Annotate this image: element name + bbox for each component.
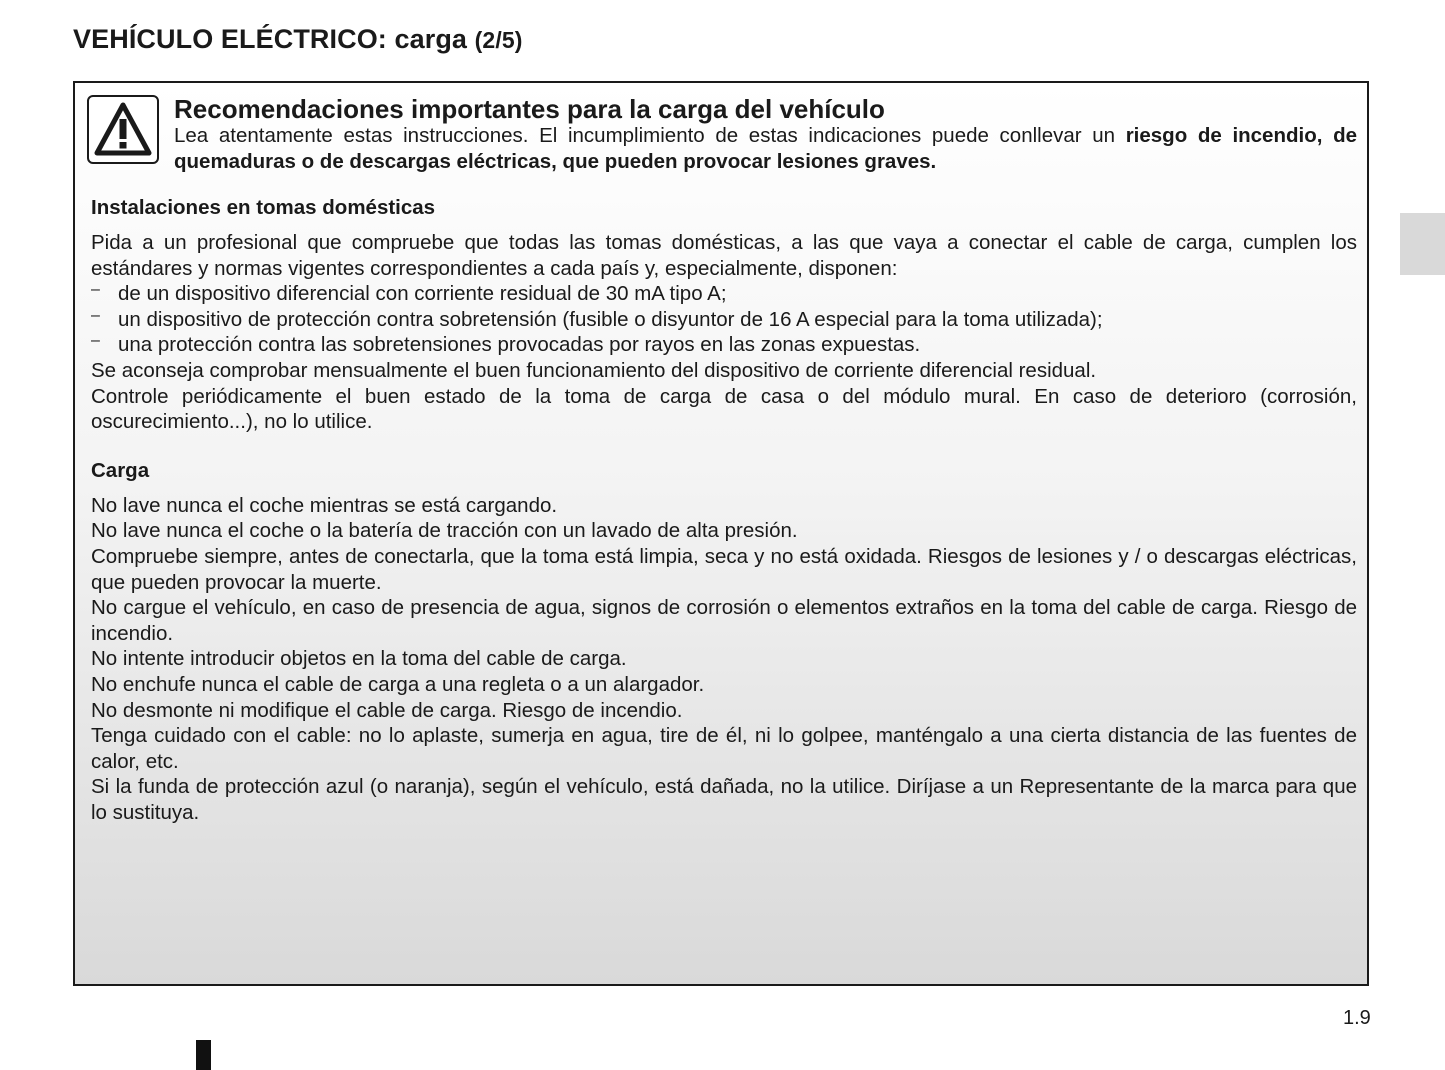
warning-intro: [174, 123, 1357, 175]
print-corner-mark: [196, 1040, 211, 1070]
charging-line: No intente introducir objetos en la toma del cable de carga.: [91, 647, 627, 671]
charging-line: No desmonte ni modifique el cable de carga. Riesgo de incendio.: [91, 698, 683, 722]
page-number: 1.9: [1343, 1007, 1371, 1029]
list-item: [91, 281, 1357, 307]
warning-heading: Recomendaciones importantes para la carga del vehículo: [174, 94, 885, 124]
list-dash: –: [91, 306, 100, 324]
list-item-text: de un dispositivo diferencial con corriente residual de 30 mA tipo A;: [118, 282, 727, 306]
list-item-text: una protección contra las sobretensiones provocadas por rayos en las zonas expuestas.: [118, 333, 921, 357]
warning-triangle-icon: [87, 95, 159, 164]
charging-line: No lave nunca el coche o la batería de tracción con un lavado de alta presión.: [91, 519, 798, 543]
charging-line: No enchufe nunca el cable de carga a una regleta o a un alargador.: [91, 672, 705, 696]
page-title: [73, 24, 522, 55]
warning-intro-risk: riesgo de incendio, de quemaduras o de descargas eléctricas, que pueden provocar lesiones graves.: [174, 124, 1357, 173]
charging-line: Tenga cuidado con el cable: no lo aplaste, sumerja en agua, tire de él, ni lo golpee, manténgalo a una cierta distancia de las fuentes de calor, etc.: [91, 724, 1357, 773]
page-title-sub: (2/5): [474, 27, 523, 53]
section-tab-marker: [1400, 213, 1445, 275]
domestic-paragraph-1: Pida a un profesional que compruebe que todas las tomas domésticas, a las que vaya a conectar el cable de carga, cumplen los estándares y normas vigentes correspondientes a cada país y, especialmente, disponen:: [91, 231, 1357, 280]
list-item: [91, 332, 1357, 358]
charging-line: No lave nunca el coche mientras se está cargando.: [91, 493, 558, 517]
domestic-paragraph-2: Se aconseja comprobar mensualmente el buen funcionamiento del dispositivo de corriente diferencial residual.: [91, 358, 1097, 382]
charging-line: No cargue el vehículo, en caso de presencia de agua, signos de corrosión o elementos extraños en la toma del cable de carga. Riesgo de incendio.: [91, 596, 1357, 645]
section-title-charging: Carga: [91, 458, 150, 482]
domestic-paragraph-3: Controle periódicamente el buen estado de la toma de carga de casa o del módulo mural. En caso de deterioro (corrosión, oscurecimiento...), no lo utilice.: [91, 384, 1357, 434]
warning-content: [91, 194, 1357, 825]
list-dash: –: [91, 281, 100, 299]
list-item: [91, 307, 1357, 333]
charging-line: Si la funda de protección azul (o naranja), según el vehículo, está dañada, no la utilice. Diríjase a un Representante de la marca para que lo sustituya.: [91, 775, 1357, 824]
list-item-text: un dispositivo de protección contra sobretensión (fusible o disyuntor de 16 A especial para la toma utilizada);: [118, 307, 1103, 331]
warning-box: [73, 81, 1369, 986]
section-title-domestic: Instalaciones en tomas domésticas: [91, 196, 436, 219]
list-dash: –: [91, 332, 100, 350]
page-title-main: VEHÍCULO ELÉCTRICO: carga: [73, 24, 468, 54]
charging-line: Compruebe siempre, antes de conectarla, que la toma está limpia, seca y no está oxidada. Riesgos de lesiones y / o descargas eléctricas, que pueden provocar la muerte.: [91, 544, 1357, 594]
warning-intro-text: Lea atentamente estas instrucciones. El incumplimiento de estas indicaciones puede conllevar un: [174, 124, 1126, 147]
